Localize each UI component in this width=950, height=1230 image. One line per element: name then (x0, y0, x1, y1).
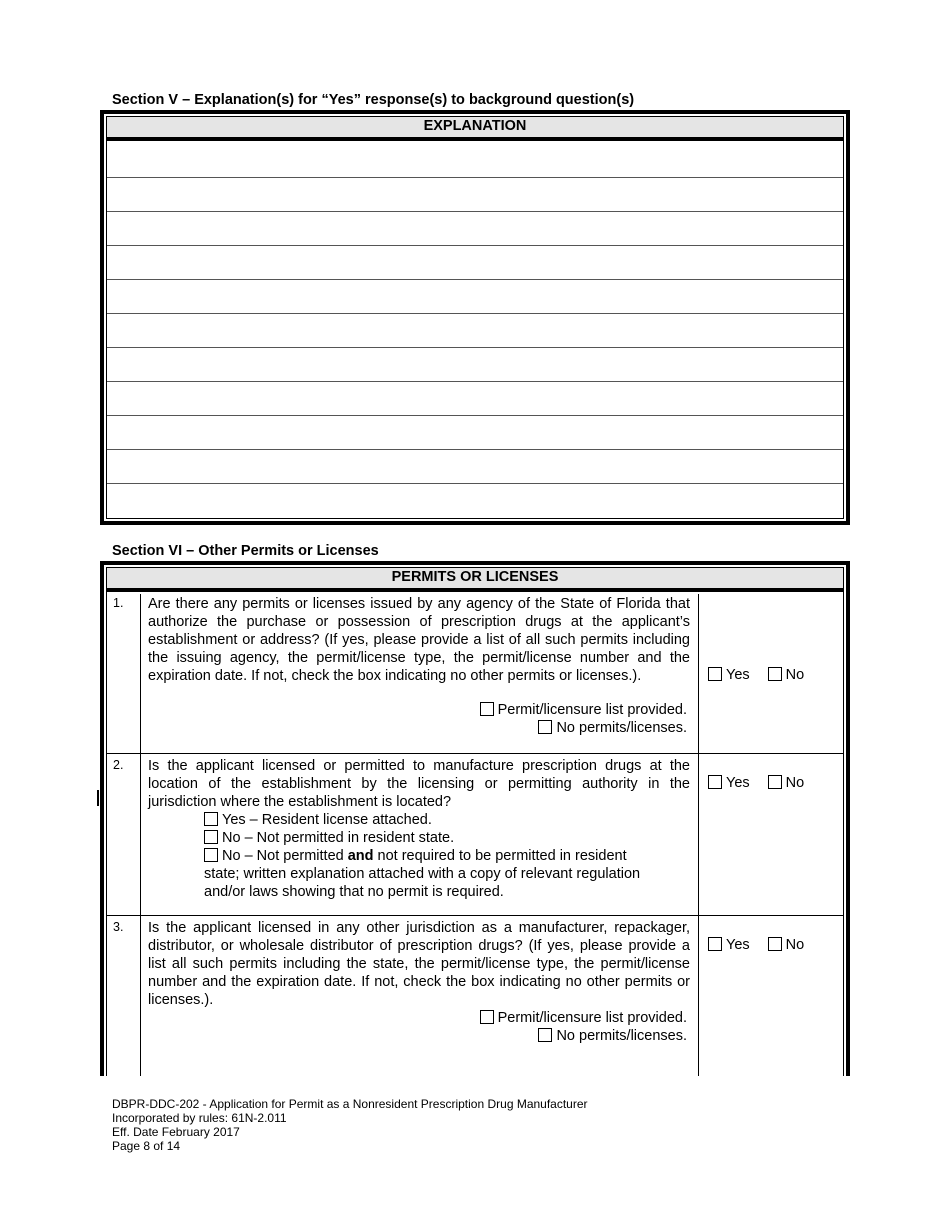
section-vi-title: Section VI – Other Permits or Licenses (112, 543, 379, 559)
number-column-divider (140, 594, 141, 1076)
q3-no-checkbox[interactable] (768, 937, 782, 951)
q3-list-provided-label: Permit/licensure list provided. (497, 1010, 687, 1026)
question-2-number: 2. (113, 758, 124, 772)
footer-page-number: Page 8 of 14 (112, 1139, 181, 1153)
q2-not-permitted-option[interactable] (204, 829, 454, 847)
question-3-text: Is the applicant licensed in any other jurisdiction as a manufacturer, repackager, distributor, or wholesale distributor of prescription drugs? (If yes, please provide a list all such permits including the state, the permit/license type, the permit/license number and the expiration date. If not, check the box indicating no other permits or licenses.). (148, 920, 690, 1008)
text-cursor-mark (97, 790, 99, 806)
q3-yes-label: Yes (726, 937, 750, 953)
q1-yes-no (708, 667, 804, 683)
question-1-text: Are there any permits or licenses issued by any agency of the State of Florida that authorize the purchase or possession of prescription drugs at the applicant’s establishment or address? (If yes, please provide a list of all such permits including the issuing agency, the permit/license type, the permit/license number and the expiration date. If not, check the box indicating no other permits or licenses.). (148, 596, 690, 684)
question-2-text: Is the applicant licensed or permitted to manufacture prescription drugs at the location of the establishment by the licensing or permitting authority in the jurisdiction where the establishment is located? (148, 758, 690, 810)
q3-no-permits-option[interactable] (538, 1027, 687, 1045)
q2-no-label: No (785, 775, 805, 791)
q2-yes-checkbox[interactable] (708, 775, 722, 789)
section-v-title: Section V – Explanation(s) for “Yes” response(s) to background question(s) (112, 92, 635, 108)
q1-no-permits-option[interactable] (538, 719, 687, 737)
q3-no-permits-checkbox[interactable] (538, 1028, 552, 1042)
q3-yes-no (708, 937, 804, 953)
q3-list-provided-option[interactable] (480, 1009, 687, 1027)
question-1-number: 1. (113, 596, 124, 610)
q2-resident-license-label: Yes – Resident license attached. (222, 812, 432, 828)
q1-no-checkbox[interactable] (768, 667, 782, 681)
q3-yes-checkbox[interactable] (708, 937, 722, 951)
row-divider (107, 915, 843, 916)
explanation-line (107, 483, 843, 484)
q2-not-required-checkbox[interactable] (204, 848, 218, 862)
explanation-line (107, 381, 843, 382)
q3-no-label: No (785, 937, 805, 953)
q3-no-permits-label: No permits/licenses. (556, 1028, 687, 1044)
explanation-line (107, 245, 843, 246)
q1-list-provided-label: Permit/licensure list provided. (497, 702, 687, 718)
q2-not-permitted-checkbox[interactable] (204, 830, 218, 844)
explanation-line (107, 449, 843, 450)
question-3-number: 3. (113, 920, 124, 934)
q2-not-required-label-post: not required to be permitted in resident (373, 848, 627, 864)
q1-no-permits-checkbox[interactable] (538, 720, 552, 734)
explanation-line (107, 177, 843, 178)
q2-not-required-label-pre: No – Not permitted (222, 848, 348, 864)
explanation-header: EXPLANATION (107, 117, 843, 141)
q2-not-required-line2: state; written explanation attached with a copy of relevant regulation (204, 866, 641, 882)
q1-list-provided-option[interactable] (480, 701, 687, 719)
answer-column-divider (698, 594, 699, 1076)
q2-not-required-label-bold: and (347, 848, 374, 864)
explanation-line (107, 415, 843, 416)
explanation-line (107, 211, 843, 212)
q1-list-provided-checkbox[interactable] (480, 702, 494, 716)
q2-no-checkbox[interactable] (768, 775, 782, 789)
q1-no-label: No (785, 667, 805, 683)
q2-not-required-line3: and/or laws showing that no permit is required. (204, 884, 504, 900)
q2-not-permitted-label: No – Not permitted in resident state. (222, 830, 455, 846)
q1-no-permits-label: No permits/licenses. (556, 720, 687, 736)
permits-table (100, 561, 850, 1076)
explanation-line (107, 279, 843, 280)
q2-resident-license-option[interactable] (204, 811, 432, 829)
q2-yes-label: Yes (726, 775, 750, 791)
permits-header: PERMITS OR LICENSES (107, 568, 843, 592)
q2-yes-no (708, 775, 804, 791)
q2-resident-license-checkbox[interactable] (204, 812, 218, 826)
explanation-line (107, 313, 843, 314)
explanation-table (100, 110, 850, 525)
q1-yes-label: Yes (726, 667, 750, 683)
q3-list-provided-checkbox[interactable] (480, 1010, 494, 1024)
page-footer (112, 1097, 588, 1153)
explanation-line (107, 347, 843, 348)
q1-yes-checkbox[interactable] (708, 667, 722, 681)
row-divider (107, 753, 843, 754)
footer-rules: Incorporated by rules: 61N-2.011 (112, 1111, 287, 1125)
q2-not-required-option[interactable] (204, 847, 627, 865)
footer-eff-date: Eff. Date February 2017 (112, 1125, 240, 1139)
footer-form-title: DBPR-DDC-202 - Application for Permit as a Nonresident Prescription Drug Manufacturer (112, 1097, 588, 1111)
